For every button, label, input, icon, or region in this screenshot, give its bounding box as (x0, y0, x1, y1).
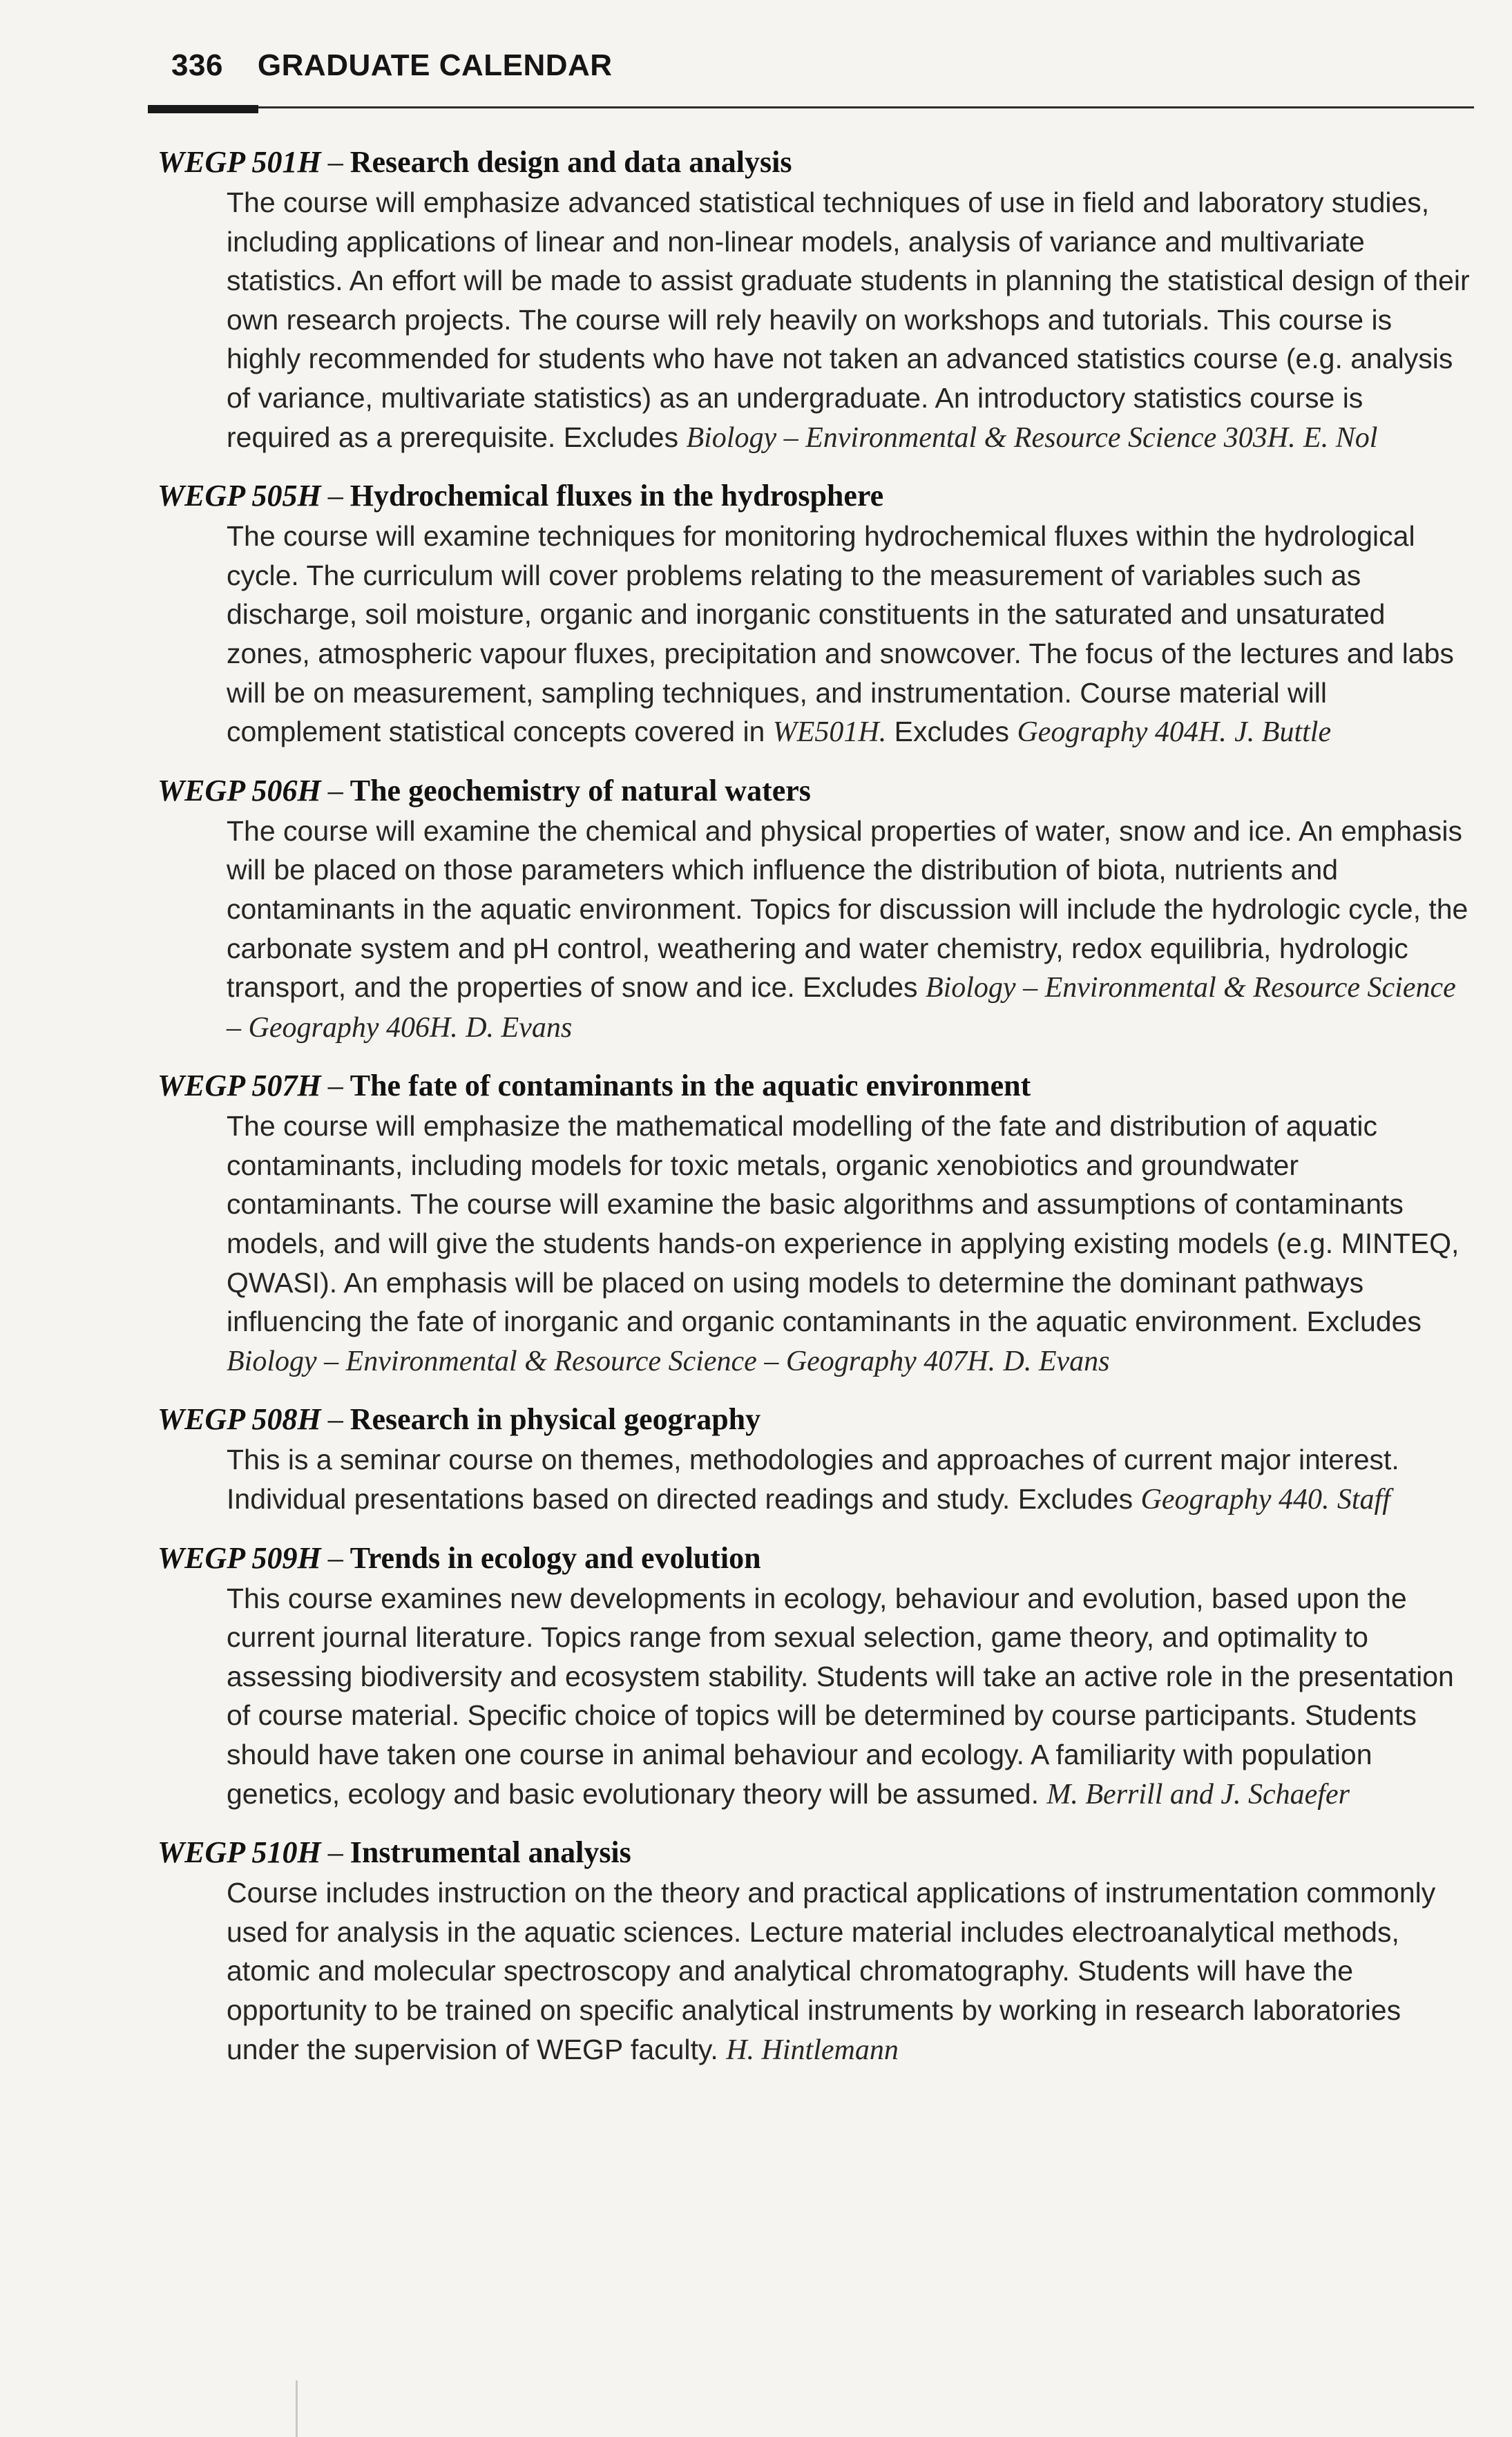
course-code: WEGP 510H (157, 1835, 321, 1870)
course-code: WEGP 506H (157, 773, 321, 807)
description-text: The course will emphasize the mathematical modelling of the fate and distribution of aquatic contaminants, including models for toxic metals, organic xenobiotics and groundwater contaminants. The course will examine the basic algorithms and assumptions of contaminants models, and will give the students hands-on experience in applying existing models (e.g. MINTEQ, QWASI). An emphasis will be placed on using models to determine the dominant pathways influencing the fate of inorganic and organic contaminants in the aquatic environment. Excludes (227, 1110, 1460, 1338)
course-listing (157, 142, 1470, 2087)
instructor-name: Staff (1337, 1484, 1390, 1516)
excludes-course: Geography 404H. (1017, 716, 1227, 749)
course-code: WEGP 501H (157, 145, 321, 179)
course-heading: WEGP 506H – The geochemistry of natural waters (157, 773, 811, 807)
course-entry (157, 1065, 1470, 1381)
instructor-name: H. Hintlemann (726, 2034, 899, 2066)
course-entry (157, 1399, 1470, 1519)
course-code: WEGP 507H (157, 1069, 321, 1103)
course-entry (157, 1538, 1470, 1815)
excludes-course: Biology – Environmental & Resource Science 303H. (686, 421, 1296, 454)
header-rule-accent (148, 105, 258, 113)
description-text: This is a seminar course on themes, methodologies and approaches of current major interest. Individual presentations based on directed readings and study. Excludes (227, 1444, 1399, 1516)
description-text: The course will examine the chemical and physical properties of water, snow and ice. An emphasis will be placed on those parameters which influence the distribution of biota, nutrients and contaminants in the aquatic environment. Topics for discussion will include the hydrologic cycle, the carbonate system and pH control, weathering and water chemistry, redox equilibria, hydrologic transport, and the properties of snow and ice. Excludes (227, 814, 1468, 1004)
excludes-label: Excludes (894, 716, 1010, 748)
course-description (227, 812, 1470, 1048)
excludes-course: Geography 440. (1140, 1484, 1330, 1516)
course-title: The fate of contaminants in the aquatic environment (350, 1069, 1031, 1103)
course-title: The geochemistry of natural waters (350, 773, 811, 807)
instructor-name: M. Berrill and J. Schaefer (1046, 1778, 1350, 1810)
course-title: Research in physical geography (350, 1402, 761, 1437)
course-description (227, 1579, 1470, 1815)
course-entry (157, 475, 1470, 752)
course-code: WEGP 508H (157, 1402, 321, 1437)
course-entry (157, 142, 1470, 457)
course-code: WEGP 505H (157, 479, 321, 513)
scan-edge-mark (296, 2380, 298, 2437)
description-text: The course will emphasize advanced statistical techniques of use in field and laboratory studies, including applications of linear and non-linear models, analysis of variance and multivariate statistics. An effort will be made to assist graduate students in planning the statistical design of their own research projects. The course will rely heavily on workshops and tutorials. This course is highly recommended for students who have not taken an advanced statistics course (e.g. analysis of variance, multivariate statistics) as an undergraduate. An introductory statistics course is required as a prerequisite. Excludes (227, 187, 1470, 453)
course-description (227, 1440, 1470, 1519)
header-rule (148, 106, 1474, 108)
course-entry (157, 770, 1470, 1048)
course-title: Research design and data analysis (350, 145, 792, 179)
page-number: 336 (171, 48, 223, 82)
instructor-name: D. Evans (1003, 1345, 1110, 1377)
course-description (227, 517, 1470, 752)
description-text: The course will examine techniques for monitoring hydrochemical fluxes within the hydrological cycle. The curriculum will cover problems relating to the measurement of variables such as discharge, soil moisture, organic and inorganic constituents in the saturated and unsaturated zones, atmospheric vapour fluxes, precipitation and snowcover. The focus of the lectures and labs will be on measurement, sampling techniques, and instrumentation. Course material will complement statistical concepts covered in (227, 520, 1454, 748)
course-heading: WEGP 508H – Research in physical geography (157, 1402, 761, 1437)
course-heading: WEGP 501H – Research design and data analysis (157, 145, 792, 179)
description-text: Course includes instruction on the theory and practical applications of instrumentation commonly used for analysis in the aquatic sciences. Lecture material includes electroanalytical methods, atomic and molecular spectroscopy and analytical chromatography. Students will have the opportunity to be trained on specific analytical instruments by working in research laboratories under the supervision of WEGP faculty. (227, 1877, 1436, 2065)
course-entry (157, 1832, 1470, 2070)
instructor-name: J. Buttle (1234, 716, 1332, 749)
excludes-course: Biology – Environmental & Resource Science – Geography 406H. (227, 972, 1456, 1044)
course-description (227, 183, 1470, 457)
course-description (227, 1107, 1470, 1381)
course-title: Trends in ecology and evolution (350, 1540, 761, 1575)
course-heading: WEGP 510H – Instrumental analysis (157, 1835, 631, 1870)
course-heading: WEGP 507H – The fate of contaminants in the aquatic environment (157, 1069, 1031, 1103)
instructor-name: D. Evans (466, 1011, 573, 1044)
course-heading: WEGP 505H – Hydrochemical fluxes in the hydrosphere (157, 479, 884, 513)
course-code: WEGP 509H (157, 1540, 321, 1575)
description-text: This course examines new developments in ecology, behaviour and evolution, based upon the current journal literature. Topics range from sexual selection, game theory, and optimality to assessing biodiversity and ecosystem stability. Students will take an active role in the presentation of course material. Specific choice of topics will be determined by course participants. Students should have taken one course in animal behaviour and ecology. A familiarity with population genetics, ecology and basic evolutionary theory will be assumed. (227, 1582, 1454, 1810)
running-title: GRADUATE CALENDAR (257, 48, 613, 82)
course-heading: WEGP 509H – Trends in ecology and evolution (157, 1540, 761, 1575)
cross-reference: WE501H. (772, 716, 887, 749)
running-head (171, 48, 613, 83)
course-description (227, 1873, 1470, 2070)
course-title: Hydrochemical fluxes in the hydrosphere (350, 479, 884, 513)
course-title: Instrumental analysis (350, 1835, 631, 1870)
excludes-course: Biology – Environmental & Resource Science – Geography 407H. (227, 1345, 996, 1377)
instructor-name: E. Nol (1303, 421, 1378, 454)
